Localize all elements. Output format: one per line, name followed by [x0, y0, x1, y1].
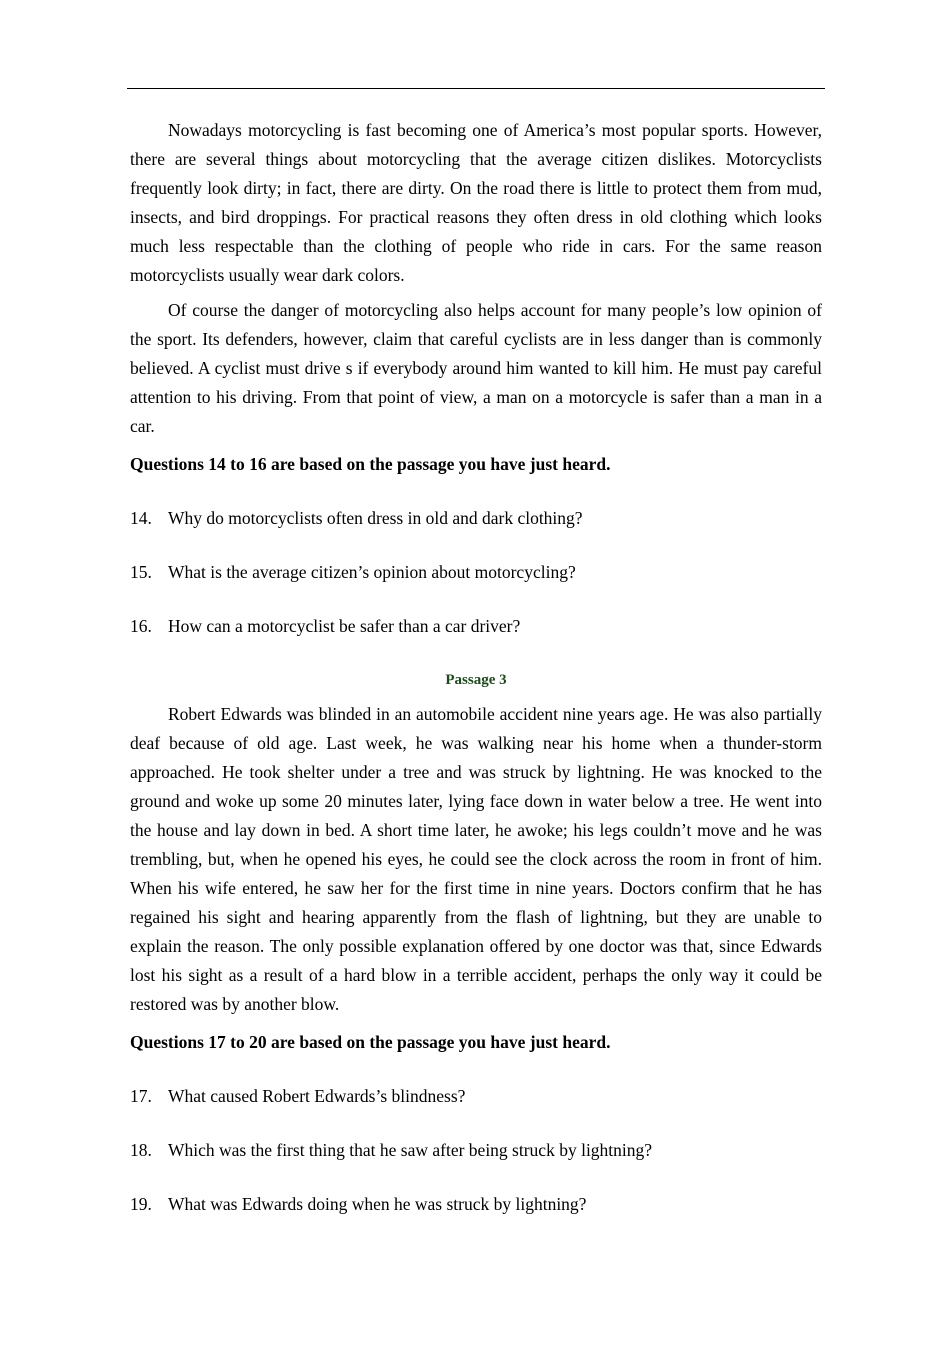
passage3-title: Passage 3 — [445, 672, 507, 688]
question-number: 19. — [130, 1194, 152, 1214]
header-rule — [127, 88, 825, 89]
passage3-paragraph: Robert Edwards was blinded in an automobile accident nine years age. He was also partially deaf because of old age. Last week, he was walking near his home when a thunder-storm approached. He took shelter under a tree and was struck by lightning. He was knocked to the ground and woke up some 20 minutes later, lying face down in water below a tree. He went into the house and lay down in bed. A short time later, he awoke; his legs couldn’t move and he was trembling, but, when he opened his eyes, he could see the clock across the room in front of him. When his wife entered, he saw her for the first time in nine years. Doctors confirm that he has regained his sight and hearing apparently from the flash of lightning, but they are unable to explain the reason. The only possible explanation offered by one doctor was that, since Edwards lost his sight as a result of a hard blow in a terrible accident, perhaps the only way it could be restored was by another blow. — [130, 704, 822, 1014]
document-page — [130, 116, 822, 1219]
question-text: Why do motorcyclists often dress in old and dark clothing? — [168, 508, 583, 528]
question-14 — [130, 504, 822, 533]
question-text: What caused Robert Edwards’s blindness? — [168, 1086, 466, 1106]
question-19 — [130, 1190, 822, 1219]
question-number: 14. — [130, 508, 152, 528]
questions-17-20-heading: Questions 17 to 20 are based on the passage you have just heard. — [130, 1032, 611, 1052]
question-16 — [130, 612, 822, 641]
passage2-paragraph-2: Of course the danger of motorcycling also helps account for many people’s low opinion of the sport. Its defenders, however, claim that careful cyclists are in less danger than is commonly believed. A cyclist must drive s if everybody around him wanted to kill him. He must pay careful attention to his driving. From that point of view, a man on a motorcycle is safer than a man in a car. — [130, 300, 822, 436]
question-text: How can a motorcyclist be safer than a car driver? — [168, 616, 521, 636]
question-number: 18. — [130, 1140, 152, 1160]
question-17 — [130, 1082, 822, 1111]
question-number: 15. — [130, 562, 152, 582]
question-number: 16. — [130, 616, 152, 636]
questions-14-16-heading: Questions 14 to 16 are based on the passage you have just heard. — [130, 454, 611, 474]
question-number: 17. — [130, 1086, 152, 1106]
question-text: What was Edwards doing when he was struck by lightning? — [168, 1194, 587, 1214]
passage2-paragraph-1: Nowadays motorcycling is fast becoming one of America’s most popular sports. However, there are several things about motorcycling that the average citizen dislikes. Motorcyclists frequently look dirty; in fact, there are dirty. On the road there is little to protect them from mud, insects, and bird droppings. For practical reasons they often dress in old clothing which looks much less respectable than the clothing of people who ride in cars. For the same reason motorcyclists usually wear dark colors. — [130, 120, 822, 285]
question-text: Which was the first thing that he saw after being struck by lightning? — [168, 1140, 653, 1160]
question-text: What is the average citizen’s opinion about motorcycling? — [168, 562, 576, 582]
question-15 — [130, 558, 822, 587]
question-18 — [130, 1136, 822, 1165]
